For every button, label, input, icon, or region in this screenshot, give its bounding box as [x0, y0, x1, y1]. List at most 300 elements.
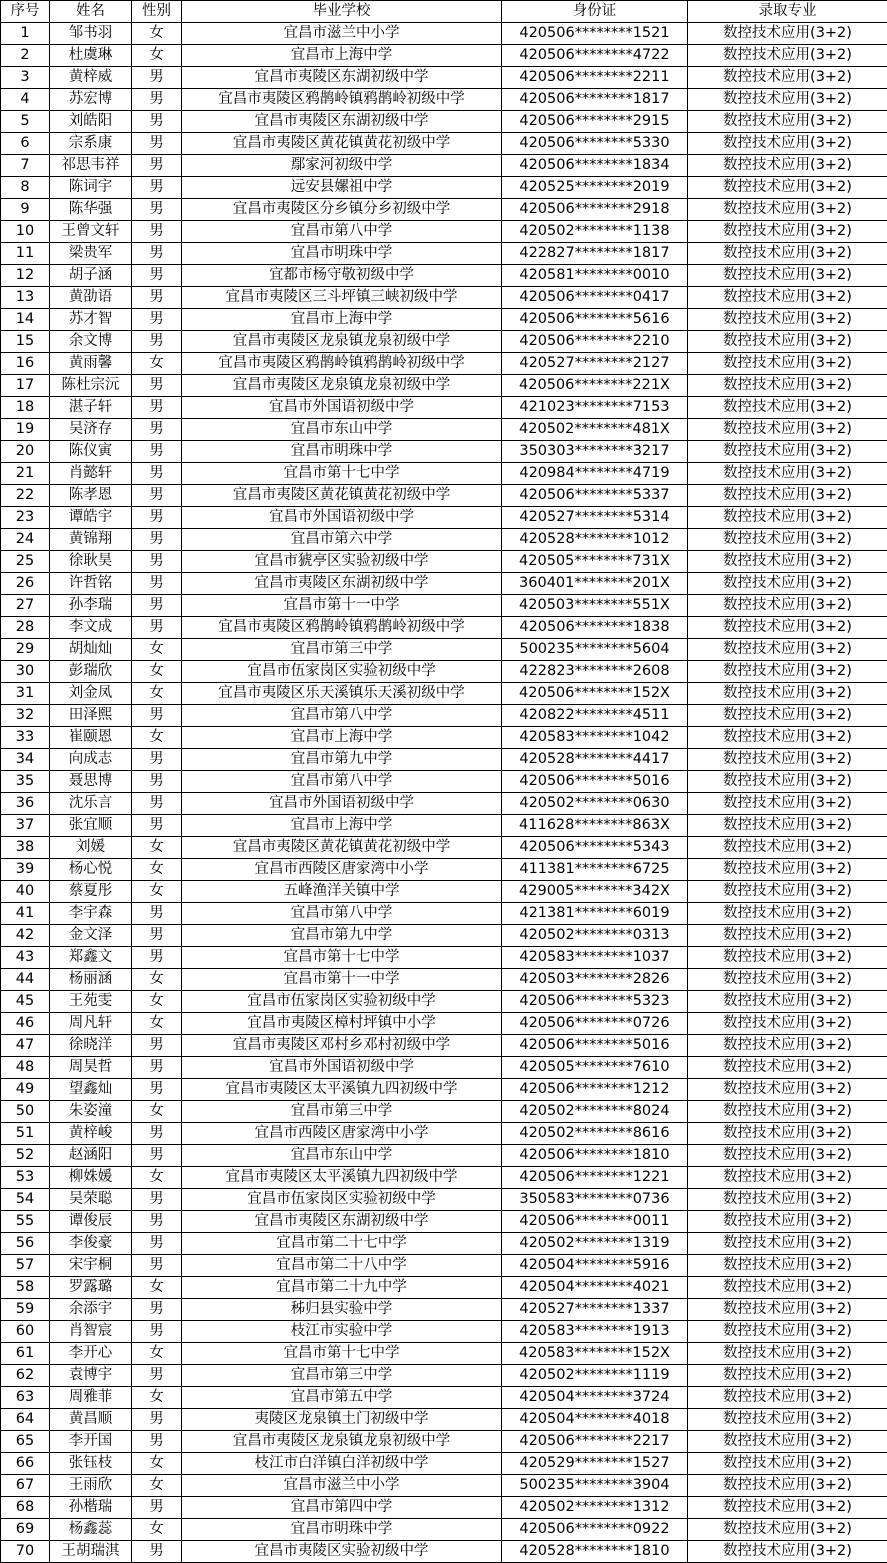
cell-id-number: 420528********1810: [502, 1541, 688, 1563]
cell-gender: 男: [132, 1211, 182, 1233]
cell-name: 柳姝媛: [50, 1167, 132, 1189]
cell-major: 数控技术应用(3+2): [688, 661, 887, 683]
cell-major: 数控技术应用(3+2): [688, 617, 887, 639]
header-gender: 性别: [132, 1, 182, 23]
table-row: [1, 661, 887, 683]
cell-name: 孙楷瑞: [50, 1497, 132, 1519]
cell-name: 余添宇: [50, 1299, 132, 1321]
cell-id-number: 420506********5323: [502, 991, 688, 1013]
cell-major: 数控技术应用(3+2): [688, 705, 887, 727]
cell-major: 数控技术应用(3+2): [688, 1233, 887, 1255]
cell-gender: 男: [132, 89, 182, 111]
cell-gender: 女: [132, 727, 182, 749]
cell-major: 数控技术应用(3+2): [688, 727, 887, 749]
cell-school: 宜昌市夷陵区龙泉镇龙泉初级中学: [182, 331, 502, 353]
cell-gender: 男: [132, 243, 182, 265]
cell-index: 37: [1, 815, 50, 837]
cell-gender: 男: [132, 1145, 182, 1167]
cell-name: 许哲铭: [50, 573, 132, 595]
cell-id-number: 420502********8024: [502, 1101, 688, 1123]
cell-major: 数控技术应用(3+2): [688, 947, 887, 969]
cell-id-number: 500235********3904: [502, 1475, 688, 1497]
cell-gender: 男: [132, 1321, 182, 1343]
table-row: [1, 859, 887, 881]
cell-school: 宜昌市夷陵区樟村坪镇中小学: [182, 1013, 502, 1035]
table-row: [1, 1123, 887, 1145]
cell-gender: 男: [132, 815, 182, 837]
cell-major: 数控技术应用(3+2): [688, 903, 887, 925]
cell-major: 数控技术应用(3+2): [688, 1497, 887, 1519]
cell-gender: 男: [132, 1079, 182, 1101]
cell-gender: 男: [132, 309, 182, 331]
cell-school: 宜昌市第二十九中学: [182, 1277, 502, 1299]
header-index: 序号: [1, 1, 50, 23]
table-row: [1, 925, 887, 947]
cell-id-number: 350583********0736: [502, 1189, 688, 1211]
cell-id-number: 420506********4722: [502, 45, 688, 67]
cell-name: 金文泽: [50, 925, 132, 947]
cell-id-number: 420581********0010: [502, 265, 688, 287]
cell-id-number: 420506********0726: [502, 1013, 688, 1035]
cell-index: 9: [1, 199, 50, 221]
cell-id-number: 420502********1312: [502, 1497, 688, 1519]
cell-index: 62: [1, 1365, 50, 1387]
cell-name: 吴荣聪: [50, 1189, 132, 1211]
cell-school: 宜昌市夷陵区鸦鹊岭镇鸦鹊岭初级中学: [182, 617, 502, 639]
table-row: [1, 969, 887, 991]
table-row: [1, 507, 887, 529]
cell-gender: 女: [132, 1519, 182, 1541]
cell-id-number: 420506********1221: [502, 1167, 688, 1189]
cell-name: 蔡夏彤: [50, 881, 132, 903]
cell-major: 数控技术应用(3+2): [688, 1167, 887, 1189]
cell-gender: 女: [132, 1475, 182, 1497]
cell-major: 数控技术应用(3+2): [688, 969, 887, 991]
cell-major: 数控技术应用(3+2): [688, 925, 887, 947]
cell-gender: 男: [132, 507, 182, 529]
cell-name: 望鑫灿: [50, 1079, 132, 1101]
cell-school: 宜昌市第十七中学: [182, 1343, 502, 1365]
cell-school: 宜昌市夷陵区东湖初级中学: [182, 1211, 502, 1233]
cell-gender: 男: [132, 1189, 182, 1211]
cell-school: 宜昌市夷陵区太平溪镇九四初级中学: [182, 1167, 502, 1189]
cell-name: 肖懿轩: [50, 463, 132, 485]
cell-major: 数控技术应用(3+2): [688, 1211, 887, 1233]
cell-name: 孙李瑞: [50, 595, 132, 617]
cell-major: 数控技术应用(3+2): [688, 199, 887, 221]
cell-index: 60: [1, 1321, 50, 1343]
cell-school: 宜昌市第四中学: [182, 1497, 502, 1519]
header-school: 毕业学校: [182, 1, 502, 23]
cell-id-number: 420506********1212: [502, 1079, 688, 1101]
cell-index: 69: [1, 1519, 50, 1541]
cell-index: 68: [1, 1497, 50, 1519]
cell-id-number: 420504********4021: [502, 1277, 688, 1299]
cell-gender: 男: [132, 1255, 182, 1277]
table-row: [1, 287, 887, 309]
cell-school: 宜昌市夷陵区黄花镇黄花初级中学: [182, 133, 502, 155]
cell-name: 周昊哲: [50, 1057, 132, 1079]
cell-index: 4: [1, 89, 50, 111]
cell-id-number: 420506********2211: [502, 67, 688, 89]
table-row: [1, 419, 887, 441]
header-id-number: 身份证: [502, 1, 688, 23]
cell-index: 15: [1, 331, 50, 353]
cell-index: 25: [1, 551, 50, 573]
cell-major: 数控技术应用(3+2): [688, 375, 887, 397]
cell-major: 数控技术应用(3+2): [688, 23, 887, 45]
cell-id-number: 420506********2918: [502, 199, 688, 221]
cell-name: 沈乐言: [50, 793, 132, 815]
cell-school: 宜昌市第十七中学: [182, 463, 502, 485]
cell-gender: 女: [132, 1387, 182, 1409]
cell-id-number: 420528********1012: [502, 529, 688, 551]
cell-school: 宜昌市上海中学: [182, 309, 502, 331]
cell-gender: 男: [132, 573, 182, 595]
cell-index: 1: [1, 23, 50, 45]
table-row: [1, 177, 887, 199]
cell-gender: 男: [132, 1057, 182, 1079]
cell-school: 鄢家河初级中学: [182, 155, 502, 177]
cell-name: 杨丽涵: [50, 969, 132, 991]
table-row: [1, 309, 887, 331]
cell-major: 数控技术应用(3+2): [688, 463, 887, 485]
cell-id-number: 411628********863X: [502, 815, 688, 837]
cell-gender: 女: [132, 1013, 182, 1035]
table-row: [1, 947, 887, 969]
cell-name: 徐晓洋: [50, 1035, 132, 1057]
cell-major: 数控技术应用(3+2): [688, 749, 887, 771]
cell-gender: 男: [132, 551, 182, 573]
cell-name: 肖智宸: [50, 1321, 132, 1343]
cell-index: 10: [1, 221, 50, 243]
cell-index: 17: [1, 375, 50, 397]
table-row: [1, 1431, 887, 1453]
cell-school: 宜昌市东山中学: [182, 1145, 502, 1167]
cell-name: 王雨欣: [50, 1475, 132, 1497]
cell-id-number: 421023********7153: [502, 397, 688, 419]
cell-index: 22: [1, 485, 50, 507]
cell-school: 宜昌市伍家岗区实验初级中学: [182, 661, 502, 683]
cell-gender: 女: [132, 45, 182, 67]
cell-gender: 男: [132, 1497, 182, 1519]
cell-id-number: 420502********1319: [502, 1233, 688, 1255]
cell-major: 数控技术应用(3+2): [688, 1299, 887, 1321]
cell-school: 宜昌市夷陵区乐天溪镇乐天溪初级中学: [182, 683, 502, 705]
cell-major: 数控技术应用(3+2): [688, 45, 887, 67]
cell-school: 宜昌市西陵区唐家湾中小学: [182, 1123, 502, 1145]
cell-major: 数控技术应用(3+2): [688, 683, 887, 705]
cell-id-number: 420504********3724: [502, 1387, 688, 1409]
cell-name: 黄昌顺: [50, 1409, 132, 1431]
cell-school: 宜昌市夷陵区东湖初级中学: [182, 67, 502, 89]
cell-index: 58: [1, 1277, 50, 1299]
table-row: [1, 551, 887, 573]
cell-major: 数控技术应用(3+2): [688, 309, 887, 331]
cell-major: 数控技术应用(3+2): [688, 793, 887, 815]
cell-name: 张钰枝: [50, 1453, 132, 1475]
cell-school: 宜昌市第十七中学: [182, 947, 502, 969]
cell-school: 宜昌市外国语初级中学: [182, 1057, 502, 1079]
cell-major: 数控技术应用(3+2): [688, 639, 887, 661]
cell-major: 数控技术应用(3+2): [688, 595, 887, 617]
cell-gender: 女: [132, 1343, 182, 1365]
cell-id-number: 350303********3217: [502, 441, 688, 463]
cell-name: 李文成: [50, 617, 132, 639]
table-row: [1, 199, 887, 221]
cell-school: 宜昌市夷陵区实验初级中学: [182, 1541, 502, 1563]
cell-major: 数控技术应用(3+2): [688, 89, 887, 111]
cell-name: 刘皓阳: [50, 111, 132, 133]
table-row: [1, 529, 887, 551]
cell-major: 数控技术应用(3+2): [688, 1343, 887, 1365]
cell-major: 数控技术应用(3+2): [688, 1255, 887, 1277]
cell-school: 宜昌市第八中学: [182, 221, 502, 243]
cell-id-number: 420506********2915: [502, 111, 688, 133]
cell-index: 56: [1, 1233, 50, 1255]
cell-name: 谭俊辰: [50, 1211, 132, 1233]
cell-gender: 女: [132, 639, 182, 661]
cell-id-number: 420527********1337: [502, 1299, 688, 1321]
cell-id-number: 420529********1527: [502, 1453, 688, 1475]
cell-id-number: 420502********481X: [502, 419, 688, 441]
cell-name: 崔颐恩: [50, 727, 132, 749]
cell-major: 数控技术应用(3+2): [688, 1541, 887, 1563]
cell-name: 罗露璐: [50, 1277, 132, 1299]
table-row: [1, 1541, 887, 1563]
cell-index: 55: [1, 1211, 50, 1233]
cell-school: 宜昌市西陵区唐家湾中小学: [182, 859, 502, 881]
table-row: [1, 727, 887, 749]
table-row: [1, 1079, 887, 1101]
table-row: [1, 683, 887, 705]
cell-id-number: 420502********0630: [502, 793, 688, 815]
cell-major: 数控技术应用(3+2): [688, 287, 887, 309]
table-row: [1, 243, 887, 265]
cell-school: 宜昌市上海中学: [182, 727, 502, 749]
cell-major: 数控技术应用(3+2): [688, 1189, 887, 1211]
cell-gender: 男: [132, 617, 182, 639]
cell-major: 数控技术应用(3+2): [688, 1079, 887, 1101]
cell-index: 23: [1, 507, 50, 529]
cell-name: 邹书羽: [50, 23, 132, 45]
cell-name: 胡灿灿: [50, 639, 132, 661]
cell-name: 陈华强: [50, 199, 132, 221]
cell-index: 65: [1, 1431, 50, 1453]
cell-school: 远安县嫘祖中学: [182, 177, 502, 199]
cell-index: 59: [1, 1299, 50, 1321]
cell-index: 33: [1, 727, 50, 749]
cell-index: 46: [1, 1013, 50, 1035]
cell-school: 宜昌市明珠中学: [182, 441, 502, 463]
cell-gender: 女: [132, 1277, 182, 1299]
cell-gender: 女: [132, 859, 182, 881]
cell-index: 7: [1, 155, 50, 177]
cell-school: 宜昌市夷陵区三斗坪镇三峡初级中学: [182, 287, 502, 309]
table-row: [1, 265, 887, 287]
cell-gender: 女: [132, 1453, 182, 1475]
cell-gender: 男: [132, 947, 182, 969]
cell-index: 38: [1, 837, 50, 859]
cell-index: 41: [1, 903, 50, 925]
cell-major: 数控技术应用(3+2): [688, 331, 887, 353]
cell-school: 宜昌市夷陵区邓村乡邓村初级中学: [182, 1035, 502, 1057]
cell-index: 47: [1, 1035, 50, 1057]
cell-index: 2: [1, 45, 50, 67]
cell-gender: 男: [132, 1123, 182, 1145]
cell-name: 张宜顺: [50, 815, 132, 837]
cell-index: 20: [1, 441, 50, 463]
cell-index: 34: [1, 749, 50, 771]
cell-id-number: 420583********152X: [502, 1343, 688, 1365]
cell-index: 12: [1, 265, 50, 287]
cell-school: 宜昌市第三中学: [182, 639, 502, 661]
cell-gender: 女: [132, 837, 182, 859]
cell-school: 宜都市杨守敬初级中学: [182, 265, 502, 287]
cell-school: 宜昌市东山中学: [182, 419, 502, 441]
cell-id-number: 420506********152X: [502, 683, 688, 705]
cell-name: 湛子轩: [50, 397, 132, 419]
cell-name: 余文博: [50, 331, 132, 353]
table-row: [1, 771, 887, 793]
cell-school: 宜昌市夷陵区龙泉镇龙泉初级中学: [182, 375, 502, 397]
cell-school: 宜昌市第二十八中学: [182, 1255, 502, 1277]
cell-index: 24: [1, 529, 50, 551]
cell-school: 宜昌市上海中学: [182, 45, 502, 67]
cell-name: 谭皓宇: [50, 507, 132, 529]
cell-id-number: 420506********5330: [502, 133, 688, 155]
cell-index: 61: [1, 1343, 50, 1365]
cell-id-number: 420822********4511: [502, 705, 688, 727]
cell-gender: 男: [132, 903, 182, 925]
table-row: [1, 1057, 887, 1079]
cell-gender: 男: [132, 177, 182, 199]
table-row: [1, 837, 887, 859]
cell-index: 32: [1, 705, 50, 727]
cell-name: 周雅菲: [50, 1387, 132, 1409]
cell-gender: 女: [132, 1167, 182, 1189]
cell-name: 宗系康: [50, 133, 132, 155]
table-row: [1, 1299, 887, 1321]
cell-gender: 女: [132, 969, 182, 991]
cell-school: 宜昌市夷陵区太平溪镇九四初级中学: [182, 1079, 502, 1101]
cell-id-number: 420506********1834: [502, 155, 688, 177]
cell-id-number: 420505********7610: [502, 1057, 688, 1079]
table-row: [1, 1255, 887, 1277]
cell-gender: 男: [132, 67, 182, 89]
table-row: [1, 463, 887, 485]
cell-school: 宜昌市第五中学: [182, 1387, 502, 1409]
table-row: [1, 881, 887, 903]
cell-name: 刘金凤: [50, 683, 132, 705]
cell-school: 宜昌市第三中学: [182, 1101, 502, 1123]
cell-name: 杨心悦: [50, 859, 132, 881]
cell-index: 29: [1, 639, 50, 661]
table-row: [1, 1189, 887, 1211]
cell-major: 数控技术应用(3+2): [688, 1013, 887, 1035]
cell-school: 宜昌市第九中学: [182, 925, 502, 947]
table-row: [1, 331, 887, 353]
cell-gender: 男: [132, 221, 182, 243]
cell-index: 18: [1, 397, 50, 419]
cell-index: 36: [1, 793, 50, 815]
cell-name: 王曾文轩: [50, 221, 132, 243]
table-row: [1, 1519, 887, 1541]
cell-major: 数控技术应用(3+2): [688, 485, 887, 507]
cell-school: 宜昌市第十一中学: [182, 595, 502, 617]
table-row: [1, 1013, 887, 1035]
cell-gender: 男: [132, 749, 182, 771]
cell-major: 数控技术应用(3+2): [688, 397, 887, 419]
cell-name: 陈杜宗沅: [50, 375, 132, 397]
cell-id-number: 420503********2826: [502, 969, 688, 991]
cell-name: 李开心: [50, 1343, 132, 1365]
table-row: [1, 1035, 887, 1057]
cell-id-number: 420527********2127: [502, 353, 688, 375]
cell-gender: 男: [132, 111, 182, 133]
cell-id-number: 420506********5016: [502, 771, 688, 793]
cell-major: 数控技术应用(3+2): [688, 111, 887, 133]
cell-major: 数控技术应用(3+2): [688, 771, 887, 793]
cell-id-number: 420504********5916: [502, 1255, 688, 1277]
cell-name: 黄锦翔: [50, 529, 132, 551]
cell-id-number: 420506********5616: [502, 309, 688, 331]
cell-major: 数控技术应用(3+2): [688, 837, 887, 859]
cell-index: 49: [1, 1079, 50, 1101]
cell-school: 宜昌市夷陵区东湖初级中学: [182, 111, 502, 133]
cell-id-number: 420984********4719: [502, 463, 688, 485]
cell-index: 27: [1, 595, 50, 617]
header-name: 姓名: [50, 1, 132, 23]
cell-school: 枝江市实验中学: [182, 1321, 502, 1343]
cell-gender: 男: [132, 595, 182, 617]
cell-gender: 男: [132, 1409, 182, 1431]
table-row: [1, 1387, 887, 1409]
cell-name: 祁思韦祥: [50, 155, 132, 177]
table-body: [1, 23, 887, 1563]
cell-name: 刘媛: [50, 837, 132, 859]
cell-gender: 男: [132, 419, 182, 441]
cell-major: 数控技术应用(3+2): [688, 1145, 887, 1167]
cell-index: 3: [1, 67, 50, 89]
cell-major: 数控技术应用(3+2): [688, 67, 887, 89]
cell-major: 数控技术应用(3+2): [688, 1409, 887, 1431]
cell-id-number: 420505********731X: [502, 551, 688, 573]
cell-id-number: 420504********4018: [502, 1409, 688, 1431]
cell-school: 宜昌市夷陵区东湖初级中学: [182, 573, 502, 595]
cell-gender: 男: [132, 441, 182, 463]
cell-school: 宜昌市第三中学: [182, 1365, 502, 1387]
cell-index: 19: [1, 419, 50, 441]
cell-major: 数控技术应用(3+2): [688, 419, 887, 441]
cell-index: 54: [1, 1189, 50, 1211]
cell-name: 向成志: [50, 749, 132, 771]
cell-gender: 女: [132, 881, 182, 903]
cell-gender: 女: [132, 991, 182, 1013]
cell-index: 64: [1, 1409, 50, 1431]
cell-index: 42: [1, 925, 50, 947]
cell-name: 陈孝恩: [50, 485, 132, 507]
cell-major: 数控技术应用(3+2): [688, 155, 887, 177]
cell-id-number: 420506********0417: [502, 287, 688, 309]
cell-id-number: 420506********5337: [502, 485, 688, 507]
cell-school: 宜昌市第八中学: [182, 771, 502, 793]
cell-name: 徐耿昊: [50, 551, 132, 573]
cell-school: 宜昌市第九中学: [182, 749, 502, 771]
cell-school: 宜昌市外国语初级中学: [182, 793, 502, 815]
table-row: [1, 1145, 887, 1167]
cell-major: 数控技术应用(3+2): [688, 1321, 887, 1343]
